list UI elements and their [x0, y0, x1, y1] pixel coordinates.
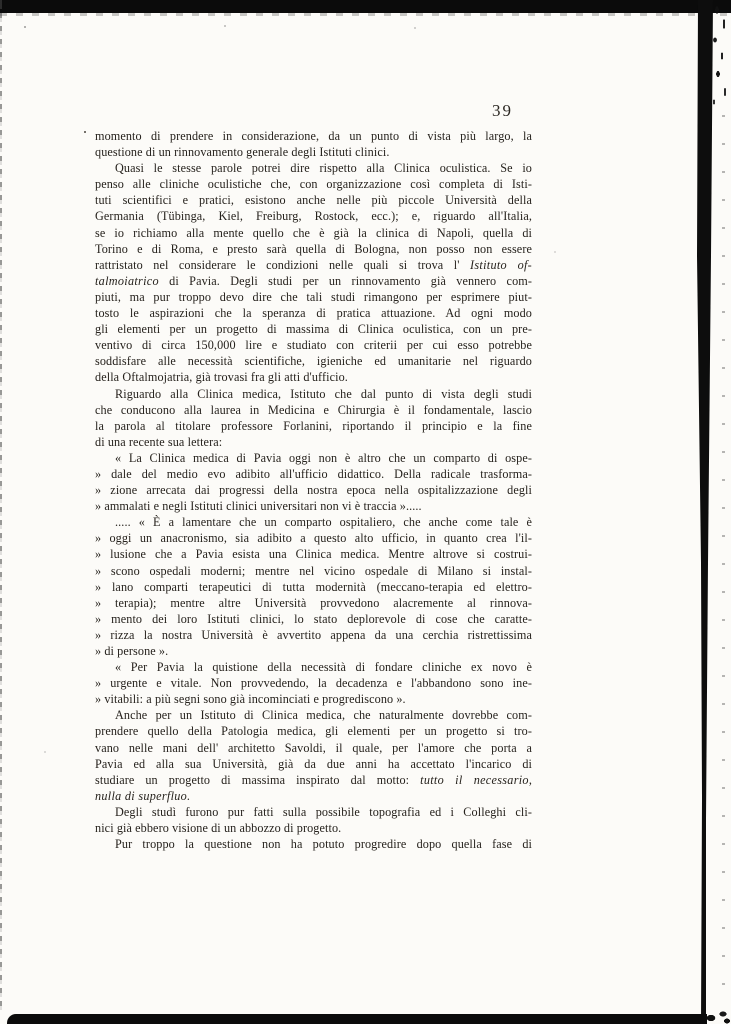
text-line: talmoiatrico di Pavia. Degli studi per un rinnovamento già vennero com-: [95, 273, 532, 288]
text-line: » lano comparti terapeutici di tutta modernità (meccano-terapia ed elettro-: [95, 579, 532, 594]
text-line: della Oftalmojatria, già trovasi fra gli atti d'ufficio.: [95, 370, 348, 385]
text-line: momento di prendere in considerazione, da un punto di vista più largo, la: [95, 129, 532, 143]
text-line: » mento dei loro Istituti clinici, lo stato deplorevole di cose che caratte-: [95, 611, 532, 626]
scan-gutter-strip: [694, 0, 714, 1024]
text-line: » dale del medio evo adibito all'ufficio didattico. Della radicale trasforma-: [95, 466, 532, 481]
text-line: » vitabili: a più segni sono già incominciati e progrediscono ».: [95, 692, 406, 707]
text-line: ..... « È a lamentare che un comparto ospitaliero, che anche come tale è: [115, 515, 532, 530]
text-line: studiare un progetto di massima inspirato dal motto: tutto il necessario,: [95, 772, 532, 787]
text-line: vano nelle mani dell' architetto Savoldi, il quale, per l'amore che porta a: [95, 740, 532, 755]
scan-blob-bottom-right: [705, 1004, 731, 1024]
text-line: » rizza la nostra Università è avvertito appena da una cerchia ristrettissima: [95, 627, 532, 642]
text-block: [95, 128, 532, 852]
text-line: che conducono alla laurea in Medicina e Chirurgia è il fondamentale, lascio: [95, 402, 532, 417]
scan-specks-right: [722, 115, 725, 995]
text-line: penso alle cliniche oculistiche che, con organizzazione così completa di Isti-: [95, 177, 532, 192]
text-line: » ammalati e negli Istituti clinici universitari non vi è traccia ».....: [95, 499, 422, 514]
text-line: » zione arrecata dai progressi della nostra epoca nella ospitalizzazione degli: [95, 483, 532, 498]
text-line: gli elementi per un progetto di massima di Clinica oculistica, con un pre-: [95, 322, 532, 337]
text-line: » oggi un anacronismo, sia adibito a questo alto ufficio, in quanto crea l'il-: [95, 531, 532, 546]
text-line: Degli studì furono pur fatti sulla possibile topografia ed i Colleghi cli-: [115, 804, 532, 819]
text-line: » urgente e vitale. Non provvedendo, la decadenza e l'abbandono sono ine-: [95, 676, 532, 691]
text-line: » scono ospedali moderni; mentre nel vicino ospedale di Milano si instal-: [95, 563, 532, 578]
text-line: Torino e di Roma, e presto sarà quella di Bologna, non posso non essere: [95, 241, 532, 256]
text-line: « La Clinica medica di Pavia oggi non è altro che un comparto di ospe-: [115, 450, 532, 465]
text-line: questione di un rinnovamento generale degli Istituti clinici.: [95, 145, 390, 160]
text-line: Quasi le stesse parole potrei dire rispetto alla Clinica oculistica. Se io: [115, 161, 532, 176]
text-line: » di persone ».: [95, 644, 169, 658]
text-line: » terapia); mentre altre Università provvedono alacremente al rinnova-: [95, 595, 532, 610]
text-line: Riguardo alla Clinica medica, Istituto che dal punto di vista degli studi: [115, 386, 532, 401]
scan-noise-top-right: [709, 0, 731, 110]
text-line: se io richiamo alla mente quello che è già la clinica di Napoli, quella di: [95, 225, 532, 240]
text-line: Pavia ed alla sua Università, già da due anni ha accettato l'incarico di: [95, 756, 532, 771]
scan-edge-bottom: [7, 1014, 707, 1024]
text-line: rattristato nel considerare le condizioni nelle quali si trova l' Istituto of-: [95, 257, 533, 272]
text-line: soddisfare alle necessità scientifiche, igieniche ed umanitarie nel riguardo: [95, 354, 532, 369]
text-line: ventivo di circa 150,000 lire e studiato con criterii per cui esso potrebbe: [95, 338, 532, 353]
text-line: nici già ebbero visione di un abbozzo di progetto.: [95, 821, 342, 836]
text-line: la parola al titolare professore Forlanini, riportando il principio e la fine: [95, 418, 532, 433]
text-line: » lusione che a Pavia esista una Clinica medica. Mentre altrove si costrui-: [95, 547, 532, 562]
text-line: piuti, ma pur troppo devo dire che tali studi rimangono per esprimere piut-: [95, 289, 532, 304]
text-line: di una recente sua lettera:: [95, 434, 223, 449]
text-line: tosto le aspirazioni che la speranza di pratica attuazione. Ad ogni modo: [95, 306, 532, 321]
text-line: Germania (Tübinga, Kiel, Freiburg, Rostock, ecc.); e, riguardo all'Italia,: [95, 209, 532, 224]
text-line: Anche per un Istituto di Clinica medica, che naturalmente dovrebbe com-: [115, 708, 532, 723]
scan-edge-left: [0, 0, 2, 1010]
page-number: 39: [492, 101, 513, 120]
text-line: tuti scientifici e pratici, esistono anche nelle più piccole Università della: [95, 193, 532, 208]
text-line: Pur troppo la questione non ha potuto progredire dopo quella fase di: [115, 837, 532, 852]
text-line: prendere quello della Patologia medica, gli elementi per un progetto si tro-: [95, 724, 532, 739]
text-line: « Per Pavia la quistione della necessità di fondare cliniche ex novo è: [115, 660, 532, 675]
text-line: nulla di superfluo.: [95, 788, 191, 803]
scan-edge-top: [0, 0, 731, 13]
scan-specks: [84, 131, 86, 133]
